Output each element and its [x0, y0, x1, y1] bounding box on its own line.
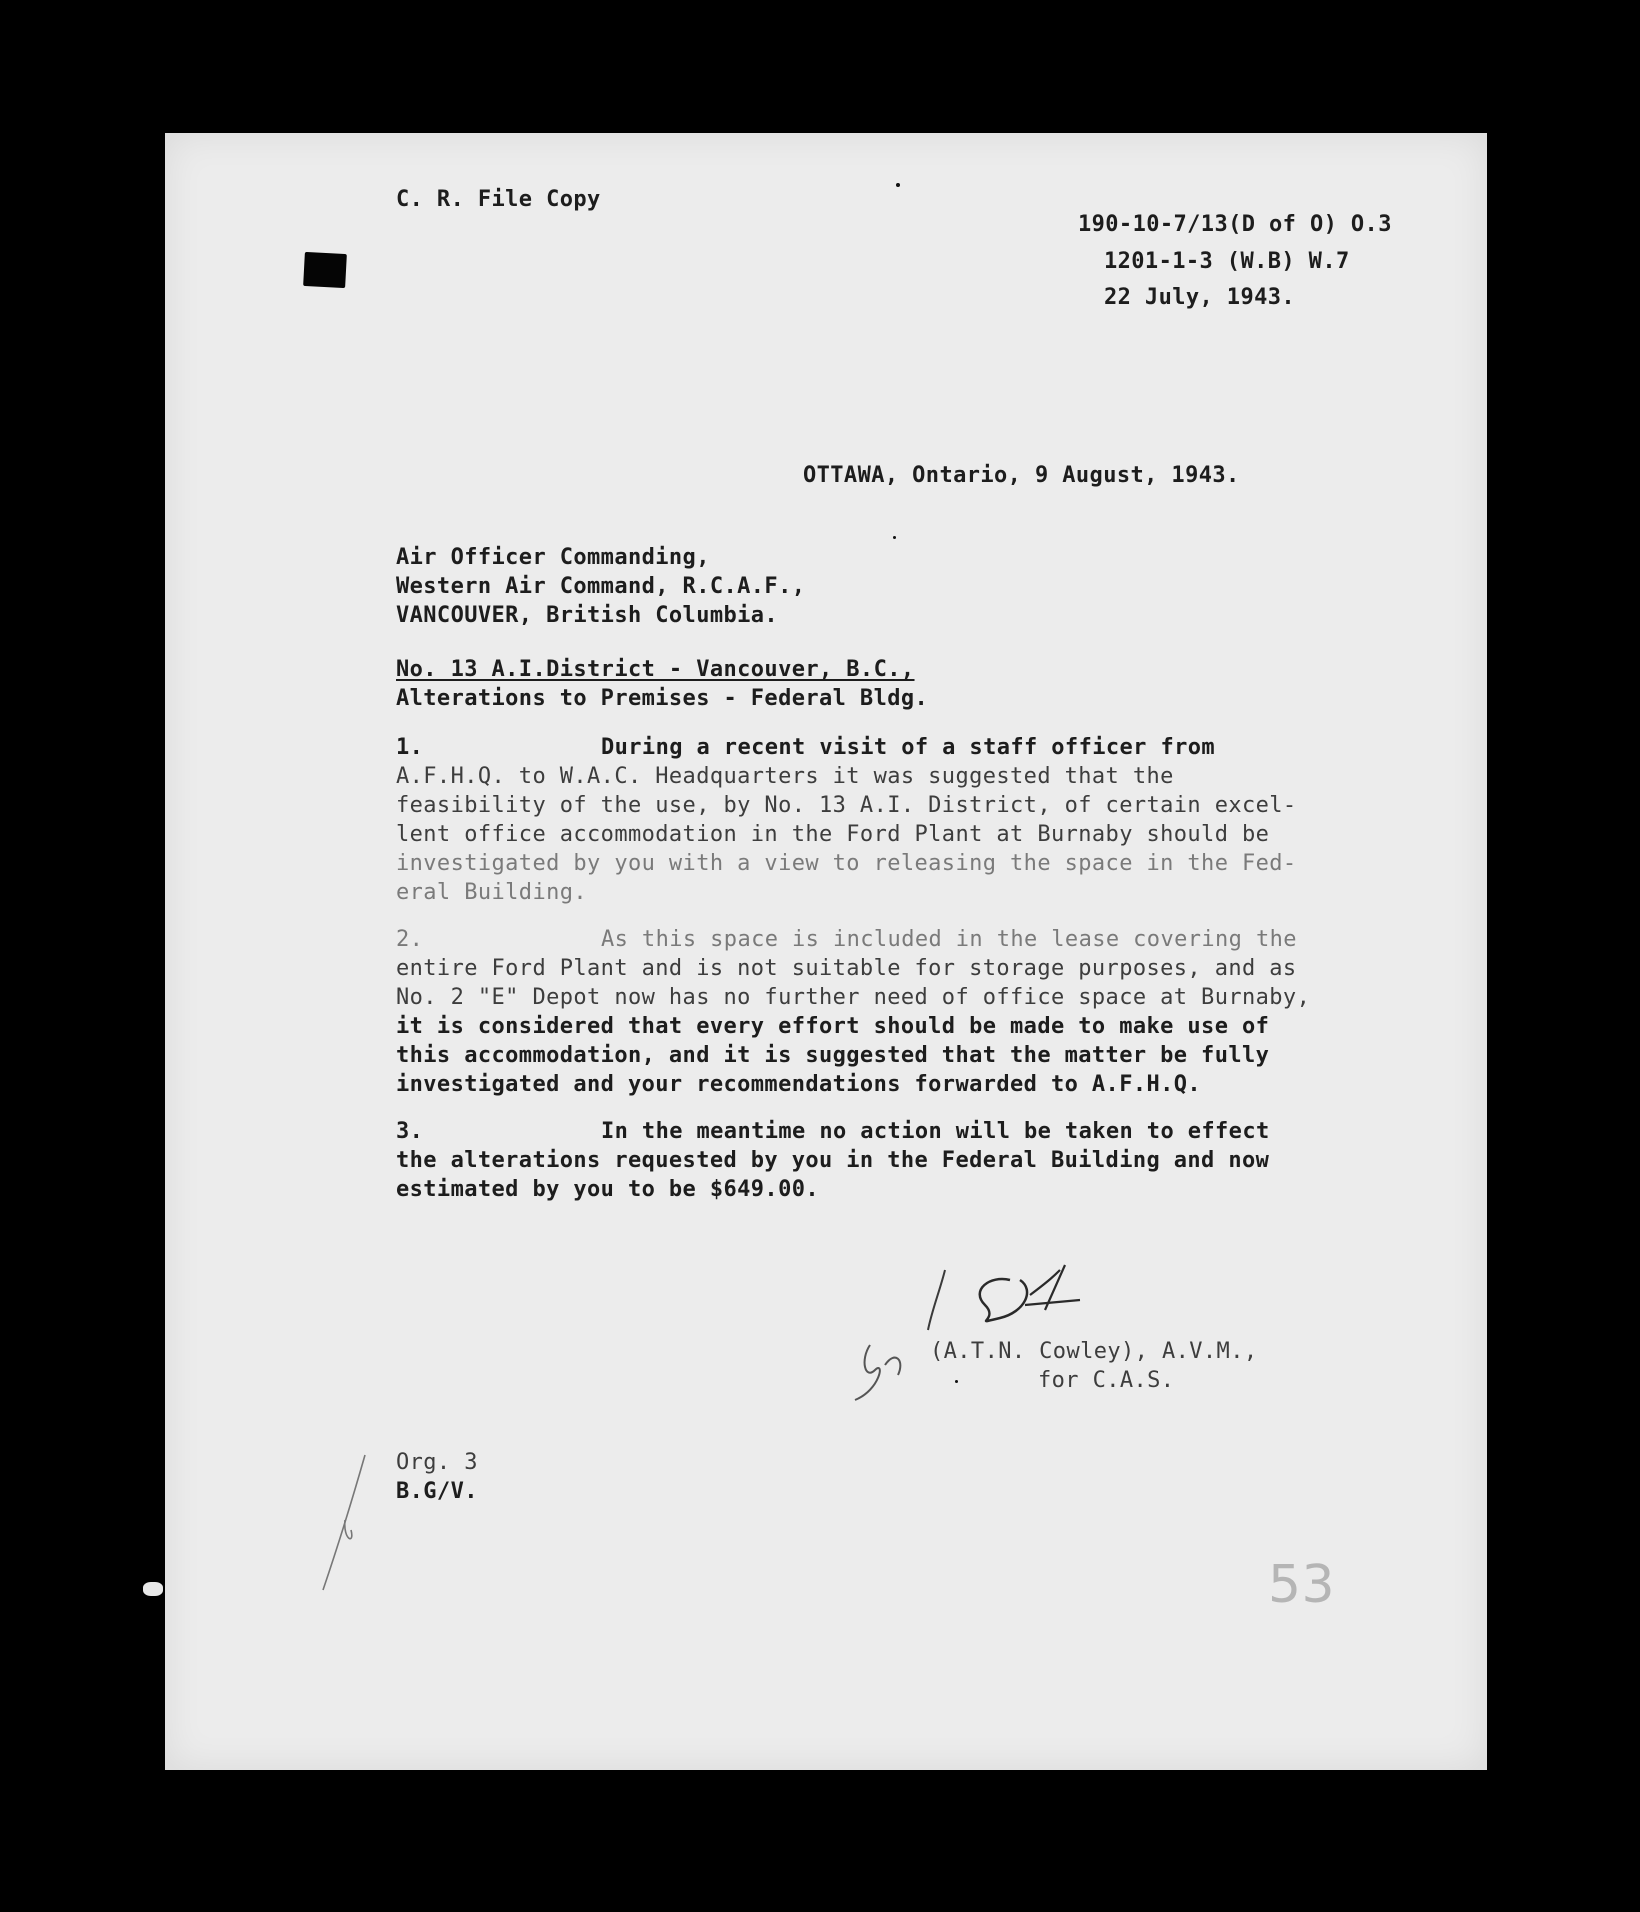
addressee-line-1: Air Officer Commanding, — [396, 545, 710, 570]
paragraph-2-line-1: As this space is included in the lease covering the — [601, 927, 1297, 952]
page-number: 53 — [1268, 1555, 1335, 1615]
paragraph-2-line-6: investigated and your recommendations forwarded to A.F.H.Q. — [396, 1072, 1202, 1097]
speck — [893, 536, 896, 539]
paragraph-2-line-5: this accommodation, and it is suggested that the matter be fully — [396, 1043, 1270, 1068]
paragraph-1-line-5: investigated by you with a view to releasing the space in the Fed- — [396, 851, 1297, 876]
subject-line-1: No. 13 A.I.District - Vancouver, B.C., — [396, 657, 915, 682]
paragraph-1-line-3: feasibility of the use, by No. 13 A.I. District, of certain excel- — [396, 793, 1297, 818]
paragraph-2-line-3: No. 2 "E" Depot now has no further need of office space at Burnaby, — [396, 985, 1311, 1010]
paragraph-2-line-4: it is considered that every effort should be made to make use of — [396, 1014, 1270, 1039]
paragraph-1-line-2: A.F.H.Q. to W.A.C. Headquarters it was suggested that the — [396, 764, 1174, 789]
file-copy-label: C. R. File Copy — [396, 187, 601, 212]
paragraph-3-line-1: In the meantime no action will be taken to effect — [601, 1119, 1270, 1144]
redaction-mark — [303, 252, 347, 288]
reference-date: 22 July, 1943. — [1104, 285, 1296, 310]
signatory-name: (A.T.N. Cowley), A.V.M., — [930, 1339, 1258, 1364]
place-date: OTTAWA, Ontario, 9 August, 1943. — [803, 463, 1240, 488]
typist-initials: B.G/V. — [396, 1479, 478, 1504]
pencil-mark — [315, 1450, 375, 1600]
subject-line-2: Alterations to Premises - Federal Bldg. — [396, 686, 929, 711]
reference-line-2: 1201-1-3 (W.B) W.7 — [1104, 249, 1350, 274]
addressee-line-3: VANCOUVER, British Columbia. — [396, 603, 779, 628]
edge-speck — [143, 1582, 163, 1596]
paragraph-3-number: 3. — [396, 1119, 424, 1144]
speck — [896, 183, 900, 187]
org-reference: Org. 3 — [396, 1450, 478, 1475]
signatory-role: for C.A.S. — [1038, 1368, 1175, 1393]
speck — [955, 1380, 958, 1383]
reference-line-1: 190-10-7/13(D of O) O.3 — [1078, 212, 1392, 237]
paragraph-3-line-2: the alterations requested by you in the Federal Building and now — [396, 1148, 1270, 1173]
paragraph-2-line-2: entire Ford Plant and is not suitable for storage purposes, and as — [396, 956, 1297, 981]
paragraph-1-number: 1. — [396, 735, 424, 760]
paragraph-1-line-1: During a recent visit of a staff officer from — [601, 735, 1216, 760]
paragraph-2-number: 2. — [396, 927, 424, 952]
paragraph-1-line-6: eral Building. — [396, 880, 588, 905]
addressee-line-2: Western Air Command, R.C.A.F., — [396, 574, 806, 599]
paragraph-1-line-4: lent office accommodation in the Ford Plant at Burnaby should be — [396, 822, 1270, 847]
paragraph-3-line-3: estimated by you to be $649.00. — [396, 1177, 819, 1202]
